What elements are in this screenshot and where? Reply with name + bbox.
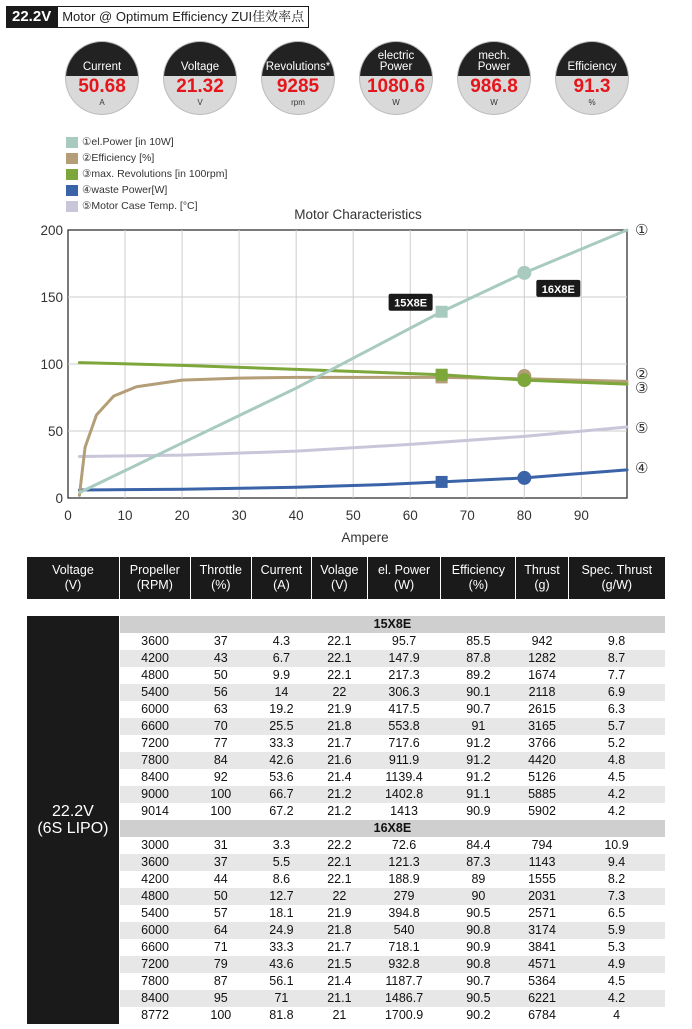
x-tick-label: 20 xyxy=(174,508,190,523)
table-row xyxy=(27,752,665,769)
table-cell: 12.7 xyxy=(251,888,311,905)
table-cell: 21.8 xyxy=(312,922,368,939)
table-cell: 4.5 xyxy=(607,770,626,784)
table-cell: 1674 xyxy=(528,668,556,682)
table-row xyxy=(27,1007,665,1024)
table-cell: 5.9 xyxy=(568,922,665,939)
column-header: Volage (V) xyxy=(312,557,368,599)
table-cell: 90.2 xyxy=(466,1008,491,1022)
legend-label: ②Efficiency [%] xyxy=(82,152,155,164)
table-cell: 9000 xyxy=(119,786,190,803)
table-cell: 911.9 xyxy=(367,752,441,769)
table-cell: 932.8 xyxy=(367,956,441,973)
table-cell: 22 xyxy=(312,888,368,905)
table-cell: 718.1 xyxy=(388,940,420,954)
table-cell: 1486.7 xyxy=(367,990,441,1007)
table-cell: 90 xyxy=(441,888,516,905)
gauge-row xyxy=(66,42,626,112)
table-row xyxy=(27,701,665,718)
table-cell: 21.8 xyxy=(312,718,368,735)
table-cell: 2615 xyxy=(528,702,556,716)
table-cell: 14 xyxy=(251,684,311,701)
table-cell: 100 xyxy=(190,786,251,803)
table-cell: 79 xyxy=(190,956,251,973)
table-cell: 5364 xyxy=(528,974,556,988)
legend-swatch xyxy=(66,169,78,180)
table-spacer xyxy=(27,599,665,616)
table-header-row xyxy=(27,557,665,599)
legend-item xyxy=(66,134,227,150)
y-tick-label: 150 xyxy=(40,290,63,305)
table-cell: 84 xyxy=(190,752,251,769)
table-cell: 81.8 xyxy=(269,1008,294,1022)
table-cell: 44 xyxy=(213,872,228,886)
table-cell: 6600 xyxy=(141,940,169,954)
table-cell: 279 xyxy=(367,888,441,905)
table-cell: 3841 xyxy=(528,940,556,954)
table-cell: 394.8 xyxy=(388,906,420,920)
table-cell: 7200 xyxy=(141,736,169,750)
table-cell: 21.7 xyxy=(327,940,352,954)
table-cell: 100 xyxy=(210,804,232,818)
legend-item xyxy=(66,166,227,182)
table-cell: 22.1 xyxy=(312,650,368,667)
table-cell: 77 xyxy=(213,736,228,750)
table-cell: 95 xyxy=(190,990,251,1007)
table-cell: 90.1 xyxy=(441,684,516,701)
table-cell: 21.4 xyxy=(327,770,352,784)
table-cell: 4200 xyxy=(141,872,169,886)
table-cell: 90.7 xyxy=(466,974,491,988)
gauge-unit: W xyxy=(392,98,400,107)
y-tick-label: 50 xyxy=(47,424,63,439)
table-cell: 6784 xyxy=(528,1008,556,1022)
performance-table xyxy=(27,557,665,1024)
data-point-square xyxy=(436,476,448,488)
table-cell: 9014 xyxy=(141,804,169,818)
table-cell: 9.4 xyxy=(568,854,665,871)
table-cell: 56 xyxy=(190,684,251,701)
table-cell: 5.5 xyxy=(251,854,311,871)
group-row xyxy=(27,616,665,633)
table-cell: 5885 xyxy=(516,786,568,803)
table-cell: 6221 xyxy=(516,990,568,1007)
table-cell: 4.8 xyxy=(568,752,665,769)
gauge-unit: % xyxy=(588,98,596,107)
legend-item xyxy=(66,182,227,198)
table-cell: 91.1 xyxy=(441,786,516,803)
gauge-label: Efficiency xyxy=(556,42,628,76)
table-cell: 22 xyxy=(312,684,368,701)
table-cell: 43 xyxy=(190,650,251,667)
legend-label: ④waste Power[W] xyxy=(82,184,168,196)
table-cell: 4.3 xyxy=(272,634,291,648)
gauge-5 xyxy=(556,42,628,114)
table-cell: 4420 xyxy=(516,752,568,769)
column-header: el. Power (W) xyxy=(367,557,441,599)
gauge-label: Revolutions* xyxy=(262,42,334,76)
table-cell: 92 xyxy=(213,770,228,784)
table-cell: 2571 xyxy=(528,906,556,920)
table-cell: 21.2 xyxy=(312,786,368,803)
legend-label: ③max. Revolutions [in 100rpm] xyxy=(82,168,228,180)
table-row xyxy=(27,786,665,803)
data-point-square xyxy=(436,306,448,318)
x-axis-label: Ampere xyxy=(341,530,389,545)
series-end-marker: ② xyxy=(635,365,649,384)
table-body xyxy=(27,599,665,1024)
gauge-unit: W xyxy=(490,98,498,107)
table-cell: 1700.9 xyxy=(384,1008,424,1022)
table-cell: 91 xyxy=(441,718,516,735)
table-cell: 22.2 xyxy=(327,838,352,852)
table-cell: 8400 xyxy=(119,990,190,1007)
gauge-0 xyxy=(66,42,138,114)
table-cell: 5126 xyxy=(528,770,556,784)
table-cell: 3000 xyxy=(141,838,169,852)
table-cell: 21.9 xyxy=(327,906,352,920)
gauge-4 xyxy=(458,42,530,114)
gauge-3 xyxy=(360,42,432,114)
table-cell: 6.7 xyxy=(251,650,311,667)
table-cell: 6600 xyxy=(119,718,190,735)
page-header xyxy=(6,6,309,28)
table-cell: 8.7 xyxy=(568,650,665,667)
x-tick-label: 0 xyxy=(64,508,72,523)
table-cell: 18.1 xyxy=(269,906,294,920)
table-row xyxy=(27,956,665,973)
table-cell: 6.5 xyxy=(607,906,626,920)
table-cell: 4.2 xyxy=(568,990,665,1007)
table-cell: 56.1 xyxy=(269,974,294,988)
legend-swatch xyxy=(66,137,78,148)
table-cell: 90.8 xyxy=(441,922,516,939)
table-cell: 66.7 xyxy=(251,786,311,803)
table-cell: 6.3 xyxy=(607,702,626,716)
table-cell: 6000 xyxy=(141,702,169,716)
y-tick-label: 100 xyxy=(40,357,63,372)
gauge-value: 50.68 xyxy=(78,76,126,97)
y-tick-label: 200 xyxy=(40,223,63,238)
table-cell: 942 xyxy=(531,634,553,648)
table-cell: 8.2 xyxy=(607,872,626,886)
table-cell: 91.2 xyxy=(466,770,491,784)
gauge-label: mech. Power xyxy=(458,42,530,76)
table-cell: 64 xyxy=(190,922,251,939)
legend-label: ①el.Power [in 10W] xyxy=(82,136,174,148)
table-row xyxy=(27,718,665,735)
table-cell: 147.9 xyxy=(367,650,441,667)
table-cell: 4.2 xyxy=(568,786,665,803)
table-cell: 21.5 xyxy=(312,956,368,973)
table-row xyxy=(27,684,665,701)
table-cell: 70 xyxy=(190,718,251,735)
table-cell: 85.5 xyxy=(466,634,491,648)
table-row xyxy=(27,922,665,939)
series-end-marker: ③ xyxy=(635,379,649,398)
column-header: Propeller (RPM) xyxy=(119,557,190,599)
gauge-label: Voltage xyxy=(164,42,236,76)
column-header: Current (A) xyxy=(251,557,311,599)
table-cell: 33.3 xyxy=(269,940,294,954)
table-cell: 87.3 xyxy=(441,854,516,871)
table-cell: 1143 xyxy=(516,854,568,871)
column-header: Efficiency (%) xyxy=(441,557,516,599)
table-row xyxy=(27,633,665,650)
table-cell: 3600 xyxy=(119,854,190,871)
table-cell: 553.8 xyxy=(367,718,441,735)
table-cell: 8.6 xyxy=(272,872,291,886)
table-cell: 90.5 xyxy=(466,906,491,920)
table-cell: 31 xyxy=(213,838,228,852)
table-row xyxy=(27,769,665,786)
table-cell: 89 xyxy=(471,872,486,886)
table-cell: 3.3 xyxy=(272,838,291,852)
table-cell: 188.9 xyxy=(388,872,420,886)
table-cell: 7800 xyxy=(141,974,169,988)
table-cell: 4.9 xyxy=(568,956,665,973)
table-cell: 57 xyxy=(213,906,228,920)
x-tick-label: 30 xyxy=(231,508,247,523)
legend-swatch xyxy=(66,185,78,196)
x-tick-label: 10 xyxy=(117,508,133,523)
table-cell: 1282 xyxy=(516,650,568,667)
table-cell: 4800 xyxy=(141,668,169,682)
table-cell: 53.6 xyxy=(269,770,294,784)
table-cell: 21.2 xyxy=(327,804,352,818)
column-header: Throttle (%) xyxy=(190,557,251,599)
x-tick-label: 90 xyxy=(573,508,589,523)
x-tick-label: 80 xyxy=(516,508,532,523)
table-row xyxy=(27,854,665,871)
table-cell: 90.9 xyxy=(466,804,491,818)
table-row xyxy=(27,803,665,820)
gauge-2 xyxy=(262,42,334,114)
table-cell: 5400 xyxy=(119,684,190,701)
table-cell: 417.5 xyxy=(388,702,420,716)
table-cell: 72.6 xyxy=(391,838,417,852)
x-tick-label: 40 xyxy=(288,508,304,523)
table-cell: 37 xyxy=(190,854,251,871)
table-row xyxy=(27,990,665,1007)
table-row xyxy=(27,973,665,990)
gauge-1 xyxy=(164,42,236,114)
table-row xyxy=(27,667,665,684)
table-cell: 8772 xyxy=(141,1008,169,1022)
table-cell: 22.1 xyxy=(312,854,368,871)
table-cell: 306.3 xyxy=(367,684,441,701)
motor-characteristics-chart xyxy=(0,200,692,552)
table-cell: 2118 xyxy=(516,684,568,701)
legend-swatch xyxy=(66,153,78,164)
table-cell: 4 xyxy=(613,1008,621,1022)
table-cell: 21.9 xyxy=(327,702,352,716)
spacer-cell xyxy=(27,599,665,616)
table-cell: 3174 xyxy=(516,922,568,939)
table-cell: 7.7 xyxy=(607,668,626,682)
gauge-label: electric Power xyxy=(360,42,432,76)
header-title: Motor @ Optimum Efficiency ZUI佳效率点 xyxy=(57,6,309,28)
table-cell: 4.2 xyxy=(607,804,626,818)
table-cell: 25.5 xyxy=(251,718,311,735)
table-cell: 43.6 xyxy=(251,956,311,973)
legend-label: ⑤Motor Case Temp. [°C] xyxy=(82,200,198,212)
table-cell: 21.1 xyxy=(312,990,368,1007)
data-point-square xyxy=(436,369,448,381)
group-name: 16X8E xyxy=(119,820,665,837)
table-cell: 90.7 xyxy=(466,702,491,716)
table-cell: 7.3 xyxy=(568,888,665,905)
series-end-marker: ⑤ xyxy=(635,418,649,437)
table-cell: 540 xyxy=(367,922,441,939)
group-name: 15X8E xyxy=(119,616,665,633)
group-row xyxy=(27,820,665,837)
table-row xyxy=(27,888,665,905)
table-cell: 1413 xyxy=(390,804,418,818)
table-cell: 100 xyxy=(210,1008,232,1022)
table-cell: 37 xyxy=(213,634,228,648)
table-cell: 19.2 xyxy=(269,702,294,716)
table-cell: 717.6 xyxy=(388,736,420,750)
annotation-label: 15X8E xyxy=(394,297,428,310)
data-point-circle xyxy=(517,266,531,280)
table-cell: 10.9 xyxy=(604,838,629,852)
table-cell: 90.9 xyxy=(466,940,491,954)
table-cell: 22.1 xyxy=(327,634,352,648)
table-cell: 21.4 xyxy=(327,974,352,988)
table-cell: 4800 xyxy=(119,888,190,905)
table-cell: 1187.7 xyxy=(385,974,423,988)
table-cell: 5902 xyxy=(528,804,556,818)
voltage-cell: 22.2V (6S LIPO) xyxy=(27,616,119,1024)
table-row xyxy=(27,905,665,922)
table-cell: 21.7 xyxy=(327,736,352,750)
x-tick-label: 70 xyxy=(459,508,475,523)
gauge-value: 986.8 xyxy=(470,76,518,97)
gauge-value: 21.32 xyxy=(176,76,224,97)
table-cell: 1402.8 xyxy=(367,786,441,803)
legend-item xyxy=(66,150,227,166)
table-cell: 91.2 xyxy=(466,736,491,750)
annotation-label: 16X8E xyxy=(541,283,575,296)
table-cell: 7800 xyxy=(119,752,190,769)
x-tick-label: 60 xyxy=(402,508,418,523)
table-cell: 50 xyxy=(190,888,251,905)
x-tick-label: 50 xyxy=(345,508,361,523)
column-header: Spec. Thrust (g/W) xyxy=(568,557,665,599)
data-point-circle xyxy=(517,373,531,387)
table-cell: 42.6 xyxy=(251,752,311,769)
chart-title: Motor Characteristics xyxy=(294,207,422,222)
table-row xyxy=(27,650,665,667)
table-cell: 4.5 xyxy=(607,974,626,988)
data-point-circle xyxy=(517,471,531,485)
table-cell: 21 xyxy=(332,1008,347,1022)
gauge-unit: rpm xyxy=(291,98,305,107)
table-cell: 4200 xyxy=(119,650,190,667)
table-cell: 22.1 xyxy=(327,668,352,682)
gauge-unit: V xyxy=(197,98,203,107)
table-cell: 63 xyxy=(213,702,228,716)
table-cell: 3165 xyxy=(516,718,568,735)
table-cell: 9.9 xyxy=(272,668,291,682)
table-cell: 9.8 xyxy=(607,634,626,648)
table-cell: 91.2 xyxy=(441,752,516,769)
table-cell: 1139.4 xyxy=(385,770,423,784)
column-header: Voltage (V) xyxy=(27,557,119,599)
table-row xyxy=(27,939,665,956)
table-cell: 67.2 xyxy=(269,804,294,818)
table-cell: 121.3 xyxy=(367,854,441,871)
table-cell: 50 xyxy=(213,668,228,682)
table-cell: 794 xyxy=(531,838,553,852)
header-voltage: 22.2V xyxy=(6,6,57,28)
gauge-value: 1080.6 xyxy=(366,76,426,97)
table-cell: 6000 xyxy=(119,922,190,939)
table-cell: 87.8 xyxy=(441,650,516,667)
table-cell: 5.7 xyxy=(568,718,665,735)
gauge-value: 9285 xyxy=(276,76,320,97)
table-row xyxy=(27,735,665,752)
table-cell: 6.9 xyxy=(568,684,665,701)
table-row xyxy=(27,871,665,888)
table-cell: 71 xyxy=(251,990,311,1007)
y-tick-label: 0 xyxy=(55,491,63,506)
table-cell: 22.1 xyxy=(327,872,352,886)
table-cell: 89.2 xyxy=(466,668,491,682)
table-cell: 5.2 xyxy=(607,736,626,750)
table-cell: 95.7 xyxy=(391,634,417,648)
table-cell: 1555 xyxy=(528,872,556,886)
table-cell: 5.3 xyxy=(607,940,626,954)
table-cell: 7200 xyxy=(119,956,190,973)
table-cell: 90.8 xyxy=(441,956,516,973)
table-cell: 3600 xyxy=(141,634,169,648)
table-cell: 8400 xyxy=(141,770,169,784)
table-cell: 3766 xyxy=(528,736,556,750)
series-end-marker: ④ xyxy=(635,458,649,477)
table-cell: 87 xyxy=(213,974,228,988)
table-cell: 33.3 xyxy=(269,736,294,750)
table-cell: 71 xyxy=(213,940,228,954)
table-cell: 5400 xyxy=(141,906,169,920)
table-cell: 4571 xyxy=(516,956,568,973)
table-cell: 21.6 xyxy=(312,752,368,769)
gauge-value: 91.3 xyxy=(573,76,611,97)
table-cell: 217.3 xyxy=(388,668,420,682)
gauge-unit: A xyxy=(99,98,105,107)
column-header: Thrust (g) xyxy=(516,557,568,599)
table-cell: 2031 xyxy=(516,888,568,905)
series-end-marker: ① xyxy=(635,221,649,239)
table-cell: 24.9 xyxy=(251,922,311,939)
table-row xyxy=(27,837,665,854)
table-cell: 90.5 xyxy=(441,990,516,1007)
table-cell: 84.4 xyxy=(466,838,491,852)
gauge-label: Current xyxy=(66,42,138,76)
